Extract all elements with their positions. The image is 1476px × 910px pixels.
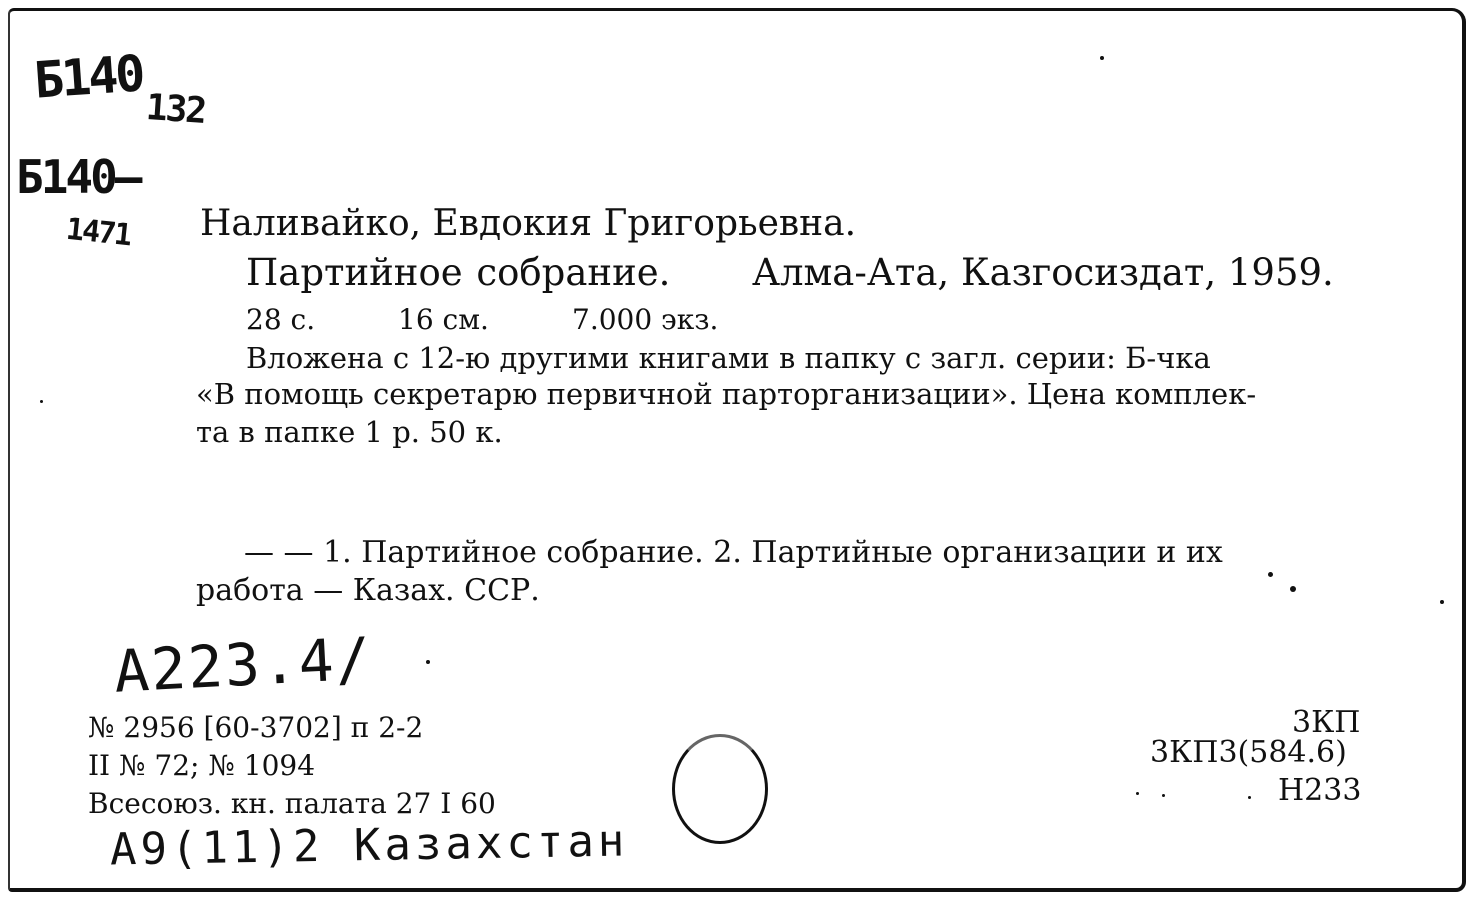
handwritten-call-number-2: Б140—: [16, 150, 140, 204]
handwritten-call-number: Б140: [32, 44, 145, 110]
scan-speck: [1136, 792, 1139, 795]
classification-code: 3КП: [1292, 705, 1361, 740]
print-run: 7.000 экз.: [572, 303, 719, 336]
scan-speck: [1162, 794, 1165, 797]
scan-speck: [426, 660, 430, 664]
handwritten-call-number-denominator: 132: [144, 86, 207, 133]
handwritten-subject-note: А9(11)2 Казахстан: [109, 815, 629, 876]
classification-code: 3КП3(584.6): [1150, 735, 1347, 770]
note-line: Вложена с 12-ю другими книгами в папку с загл. серии: Б-чка: [246, 341, 1211, 375]
author-mark: Н233: [1278, 773, 1362, 808]
handwritten-inventory-number: А223.4/: [112, 624, 375, 706]
chamber-line: Всесоюз. кн. палата 27 I 60: [88, 787, 496, 820]
hole-circle-icon: [672, 734, 768, 844]
note-line: та в папке 1 р. 50 к.: [196, 415, 503, 449]
registration-line: II № 72; № 1094: [88, 749, 316, 782]
book-size: 16 см.: [398, 303, 489, 336]
publication-info: Алма-Ата, Казгосиздат, 1959.: [752, 251, 1334, 294]
scan-speck: [1248, 796, 1251, 799]
subject-headings-line: работа — Казах. ССР.: [196, 573, 540, 608]
book-title: Партийное собрание.: [246, 251, 671, 294]
handwritten-call-number-2-denominator: 1471: [64, 211, 132, 254]
author-heading: Наливайко, Евдокия Григорьевна.: [200, 203, 857, 244]
subject-headings-line: — — 1. Партийное собрание. 2. Партийные организации и их: [244, 535, 1223, 570]
scan-speck: [1440, 600, 1444, 604]
scan-speck: [1268, 572, 1273, 577]
registration-line: № 2956 [60-3702] п 2-2: [88, 711, 424, 744]
scan-speck: [40, 400, 43, 403]
scan-speck: [1100, 56, 1104, 60]
note-line: «В помощь секретарю первичной парторганизации». Цена комплек-: [196, 377, 1257, 411]
scan-speck: [1290, 586, 1296, 592]
page-count: 28 с.: [246, 303, 316, 336]
